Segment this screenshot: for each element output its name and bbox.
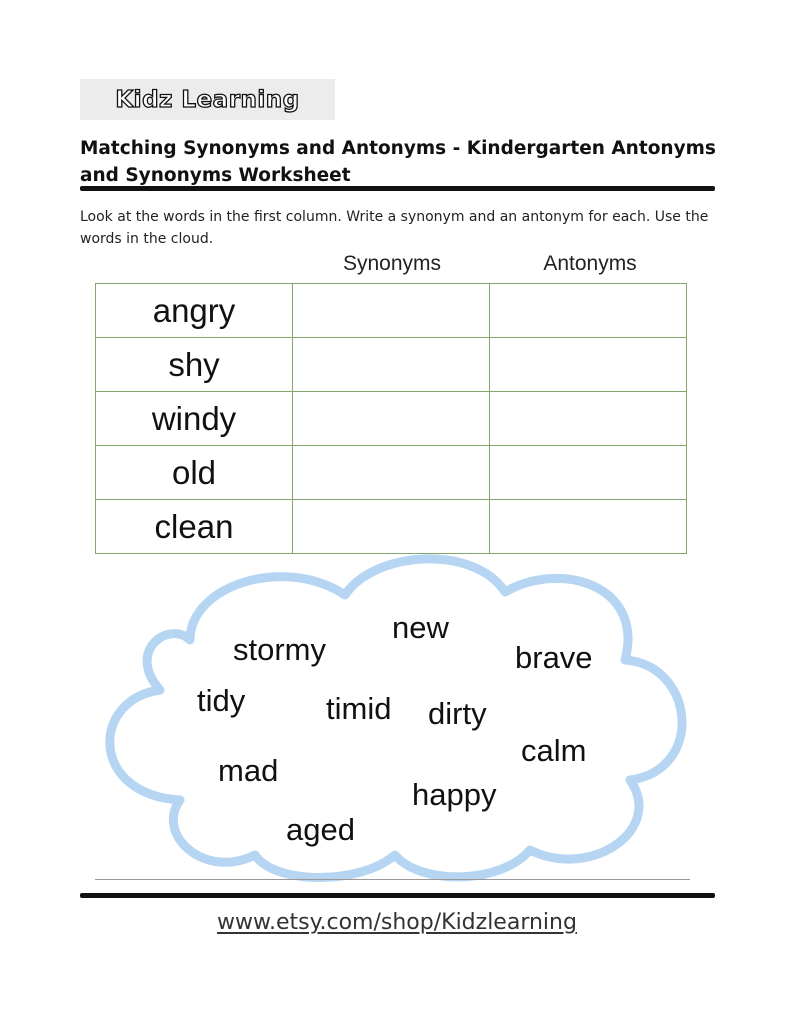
- cloud-word: calm: [521, 733, 587, 768]
- word-cell: windy: [96, 392, 293, 446]
- cloud-word: happy: [412, 777, 497, 812]
- cloud-outline: [110, 559, 682, 878]
- word-cell: angry: [96, 284, 293, 338]
- word-cell: shy: [96, 338, 293, 392]
- cloud-word: mad: [218, 753, 279, 788]
- cloud-word: stormy: [233, 632, 326, 667]
- shop-link[interactable]: www.etsy.com/shop/Kidzlearning: [217, 910, 577, 935]
- word-cell: clean: [96, 500, 293, 554]
- column-header-antonyms: Antonyms: [543, 252, 637, 275]
- column-header-synonyms: Synonyms: [342, 252, 442, 275]
- worksheet-title: Matching Synonyms and Antonyms - Kindergarten Antonyms and Synonyms Worksheet: [80, 138, 716, 186]
- bottom-thin-divider: [95, 879, 690, 880]
- word-cell: old: [96, 446, 293, 500]
- instructions: Look at the words in the first column. Write a synonym and an antonym for each. Use the words in the cloud.: [80, 209, 709, 247]
- cloud-word: new: [392, 610, 449, 645]
- cloud-word: brave: [515, 640, 593, 675]
- cloud-word: tidy: [197, 683, 246, 718]
- cloud-word: aged: [286, 812, 355, 847]
- logo-text: Kidz Learning: [115, 86, 300, 113]
- footer-divider: [80, 893, 715, 898]
- cloud-word: dirty: [428, 696, 487, 731]
- cloud-word: timid: [326, 691, 392, 726]
